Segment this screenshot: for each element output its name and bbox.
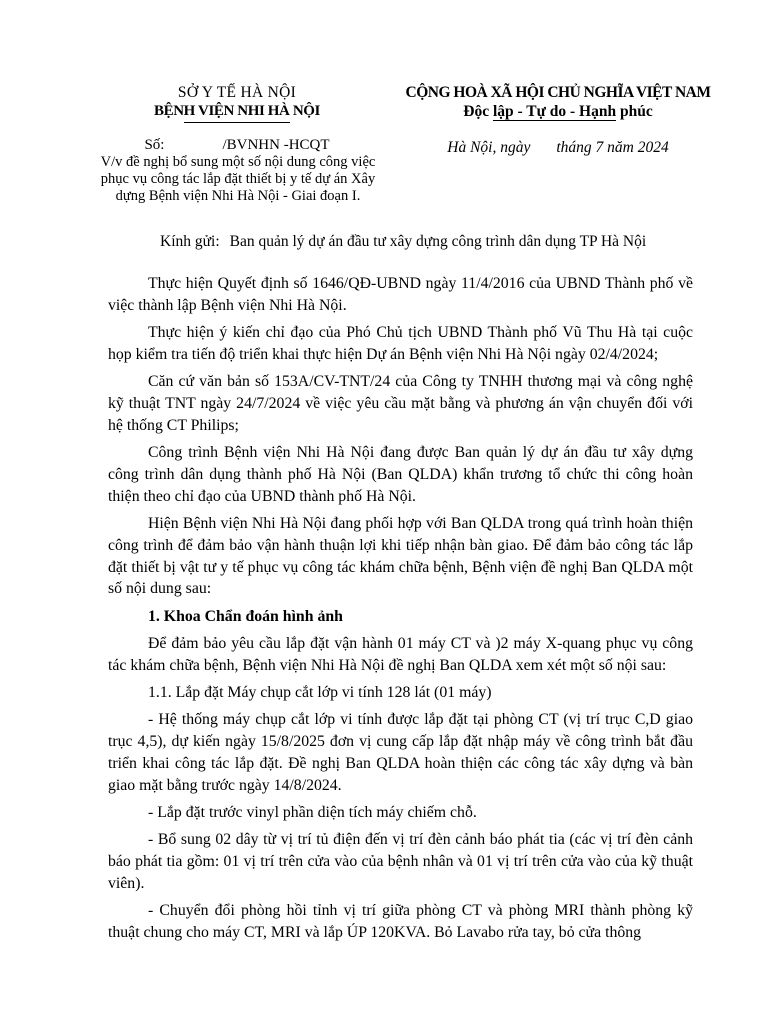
- document-body: [108, 273, 693, 949]
- body-paragraph: Căn cứ văn bản số 153A/CV-TNT/24 của Công ty TNHH thương mại và công nghệ kỹ thuật TNT ngày 24/7/2024 về việc yêu cầu mặt bằng và phương án vận chuyển đối với hệ thống CT Philips;: [108, 373, 693, 434]
- date-line: [384, 138, 732, 157]
- issuer-block: [96, 83, 378, 123]
- nation-title: CỘNG HOÀ XÃ HỘI CHỦ NGHĨA VIỆT NAM: [405, 84, 711, 101]
- national-header: [384, 83, 732, 121]
- body-paragraph: Để đảm bảo yêu cầu lắp đặt vận hành 01 máy CT và )2 máy X-quang phục vụ công tác khám chữa bệnh, Bệnh viện Nhi Hà Nội đề nghị Ban QLDA xem xét một số nội sau:: [108, 634, 693, 674]
- document-subject: V/v đề nghị bổ sung một số nội dung công việc phục vụ công tác lắp đặt thiết bị y tế dự án Xây dựng Bệnh viện Nhi Hà Nội - Giai đoạn I.: [100, 154, 376, 204]
- issuer-underline: [184, 122, 290, 123]
- motto-prefix: Độc: [463, 103, 493, 120]
- list-item: - Lắp đặt trước vinyl phần diện tích máy chiếm chỗ.: [148, 804, 477, 822]
- document-number: [96, 137, 378, 154]
- recipient-name: Ban quản lý dự án đầu tư xây dựng công trình dân dụng TP Hà Nội: [229, 233, 647, 250]
- list-item: - Hệ thống máy chụp cắt lớp vi tính được lắp đặt tại phòng CT (vị trí trục C,D giao trục 4,5), dự kiến ngày 15/8/2025 đơn vị cung cấp lắp đặt nhập máy về công trình bắt đầu triển khai công tác lắp đặt. Đề nghị Ban QLDA hoàn thiện các công tác xây dựng và bàn giao mặt bằng trước ngày 14/8/2024.: [108, 711, 693, 794]
- doc-number-label: Số:: [144, 137, 165, 153]
- body-paragraph: Thực hiện ý kiến chỉ đạo của Phó Chủ tịch UBND Thành phố Vũ Thu Hà tại cuộc họp kiểm tra tiến độ triển khai thực hiện Dự án Bệnh viện Nhi Hà Nội ngày 02/4/2024;: [108, 324, 693, 363]
- doc-number-code: /BVNHN -HCQT: [222, 137, 330, 153]
- agency-name: SỞ Y TẾ HÀ NỘI: [177, 84, 297, 101]
- motto-suffix: phúc: [616, 103, 653, 120]
- list-item: - Bổ sung 02 dây từ vị trí tủ điện đến vị trí đèn cảnh báo phát tia (các vị trí đèn cảnh báo phát tia gồm: 01 vị trí trên cửa vào của bệnh nhân và 01 vị trí trên cửa vào của kỹ thuật viên).: [108, 831, 693, 892]
- date-rest: tháng 7 năm 2024: [556, 139, 669, 156]
- organization-name: BỆNH VIỆN NHI HÀ NỘI: [154, 103, 320, 119]
- body-paragraph: Thực hiện Quyết định số 1646/QĐ-UBND ngày 11/4/2016 của UBND Thành phố về việc thành lập Bệnh viện Nhi Hà Nội.: [108, 275, 693, 314]
- subsection-heading: 1.1. Lắp đặt Máy chụp cắt lớp vi tính 128 lát (01 máy): [148, 684, 492, 702]
- recipient-label: Kính gửi:: [160, 233, 220, 250]
- body-paragraph: Công trình Bệnh viện Nhi Hà Nội đang được Ban quản lý dự án đầu tư xây dựng công trình dân dụng thành phố Hà Nội (Ban QLDA) khẩn trương tổ chức thi công hoàn thiện theo chỉ đạo của UBND thành phố Hà Nội.: [108, 444, 693, 505]
- body-paragraph: Hiện Bệnh viện Nhi Hà Nội đang phối hợp với Ban QLDA trong quá trình hoàn thiện công trình để đảm bảo vận hành thuận lợi khi tiếp nhận bàn giao. Để đảm bảo công tác lắp đặt thiết bị vật tư y tế phục vụ công tác khám chữa bệnh, Bệnh viện đề nghị Ban QLDA một số nội dung sau:: [108, 514, 693, 598]
- section-heading: 1. Khoa Chẩn đoán hình ảnh: [148, 607, 343, 625]
- list-item: - Chuyển đổi phòng hồi tỉnh vị trí giữa phòng CT và phòng MRI thành phòng kỹ thuật chung cho máy CT, MRI và lắp ÚP 120KVA. Bỏ Lavabo rửa tay, bỏ cửa thông: [108, 902, 693, 942]
- date-place: Hà Nội, ngày: [447, 139, 531, 156]
- recipient-line: [160, 232, 646, 251]
- motto-underlined: lập - Tự do - Hạnh: [492, 103, 617, 120]
- national-motto: [384, 102, 732, 121]
